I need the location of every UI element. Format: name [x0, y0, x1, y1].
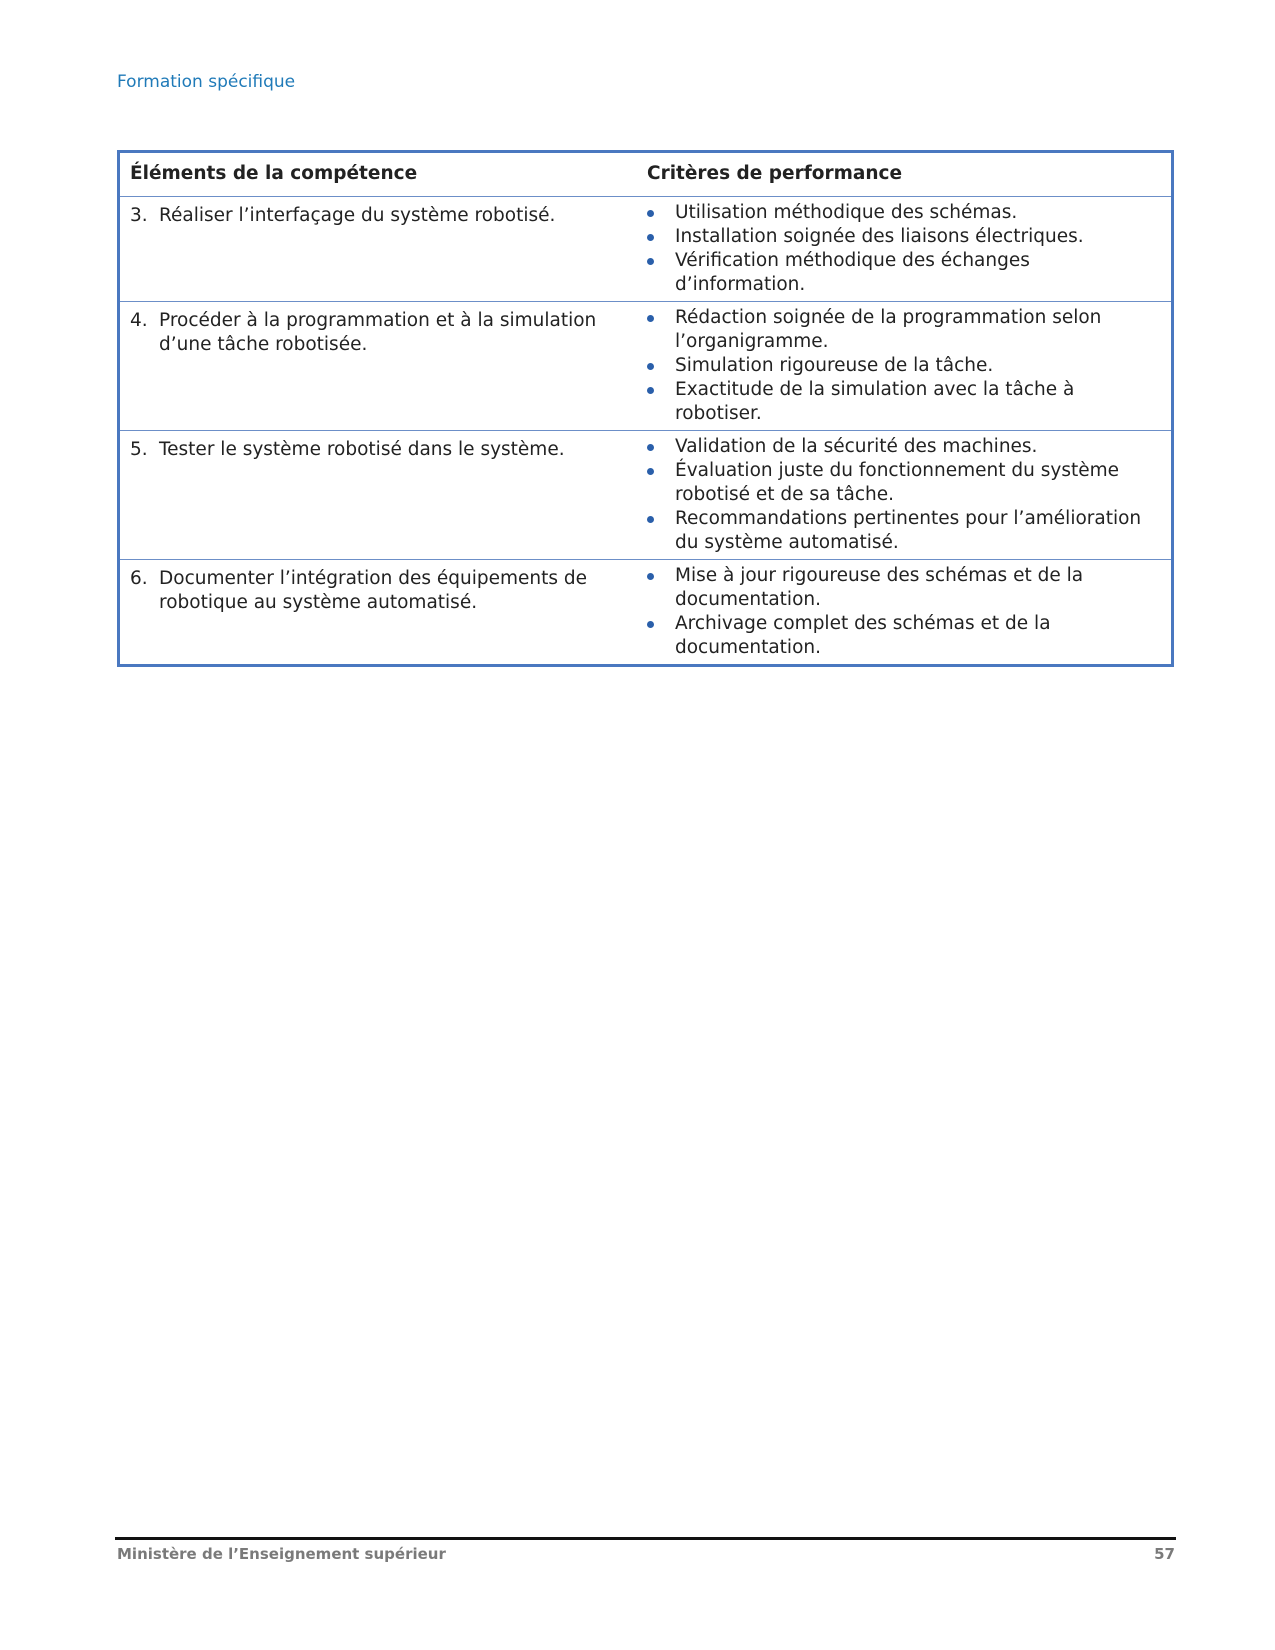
criteria-list [647, 564, 1161, 660]
element-number: 5. [130, 439, 148, 460]
bullet-icon [647, 306, 675, 354]
element-cell [119, 197, 638, 302]
element-cell [119, 302, 638, 431]
competence-table [117, 150, 1174, 667]
bullet-icon [647, 354, 675, 378]
criteria-text: Rédaction soignée de la programmation selon l’organigramme. [675, 307, 1102, 352]
section-title: Formation spécifique [117, 72, 296, 92]
table-row [119, 431, 1173, 560]
criteria-item [647, 564, 1161, 612]
criteria-text: Mise à jour rigoureuse des schémas et de la documentation. [675, 565, 1084, 610]
criteria-cell [637, 197, 1173, 302]
criteria-text: Archivage complet des schémas et de la documentation. [675, 613, 1051, 658]
table-row [119, 560, 1173, 666]
bullet-icon [647, 612, 675, 660]
criteria-item [647, 378, 1161, 426]
criteria-item [647, 306, 1161, 354]
criteria-text: Utilisation méthodique des schémas. [675, 202, 1018, 223]
criteria-item [647, 225, 1161, 249]
criteria-text: Exactitude de la simulation avec la tâche à robotiser. [675, 379, 1075, 424]
element-text: Documenter l’intégration des équipements de robotique au système automatisé. [159, 568, 588, 613]
element-number: 4. [130, 310, 148, 331]
bullet-icon [647, 225, 675, 249]
criteria-text: Évaluation juste du fonctionnement du système robotisé et de sa tâche. [675, 460, 1120, 505]
element-text: Procéder à la programmation et à la simulation d’une tâche robotisée. [159, 310, 597, 355]
criteria-text: Simulation rigoureuse de la tâche. [675, 355, 994, 376]
criteria-text: Recommandations pertinentes pour l’amélioration du système automatisé. [675, 508, 1142, 553]
bullet-icon [647, 201, 675, 225]
element-number: 6. [130, 568, 148, 589]
table-header-row [119, 152, 1173, 197]
element-text: Tester le système robotisé dans le système. [159, 439, 565, 460]
bullet-icon [647, 564, 675, 612]
element-cell [119, 431, 638, 560]
criteria-text: Validation de la sécurité des machines. [675, 436, 1038, 457]
criteria-list [647, 435, 1161, 555]
footer-publisher: Ministère de l’Enseignement supérieur [117, 1545, 446, 1563]
criteria-item [647, 612, 1161, 660]
bullet-icon [647, 378, 675, 426]
element-cell [119, 560, 638, 666]
table-row [119, 197, 1173, 302]
criteria-item [647, 459, 1161, 507]
element-text: Réaliser l’interfaçage du système robotisé. [159, 205, 556, 226]
criteria-item [647, 354, 1161, 378]
criteria-list [647, 201, 1161, 297]
criteria-item [647, 435, 1161, 459]
criteria-item [647, 201, 1161, 225]
page-number: 57 [1154, 1545, 1175, 1563]
criteria-item [647, 249, 1161, 297]
table-row [119, 302, 1173, 431]
criteria-cell [637, 302, 1173, 431]
footer-divider [115, 1537, 1176, 1540]
column-header-elements: Éléments de la compétence [130, 163, 418, 184]
criteria-text: Installation soignée des liaisons électriques. [675, 226, 1084, 247]
criteria-cell [637, 431, 1173, 560]
criteria-item [647, 507, 1161, 555]
criteria-cell [637, 560, 1173, 666]
element-number: 3. [130, 205, 148, 226]
bullet-icon [647, 249, 675, 297]
criteria-text: Vérification méthodique des échanges d’information. [675, 250, 1030, 295]
bullet-icon [647, 507, 675, 555]
bullet-icon [647, 459, 675, 507]
column-header-criteria: Critères de performance [647, 163, 903, 184]
bullet-icon [647, 435, 675, 459]
criteria-list [647, 306, 1161, 426]
